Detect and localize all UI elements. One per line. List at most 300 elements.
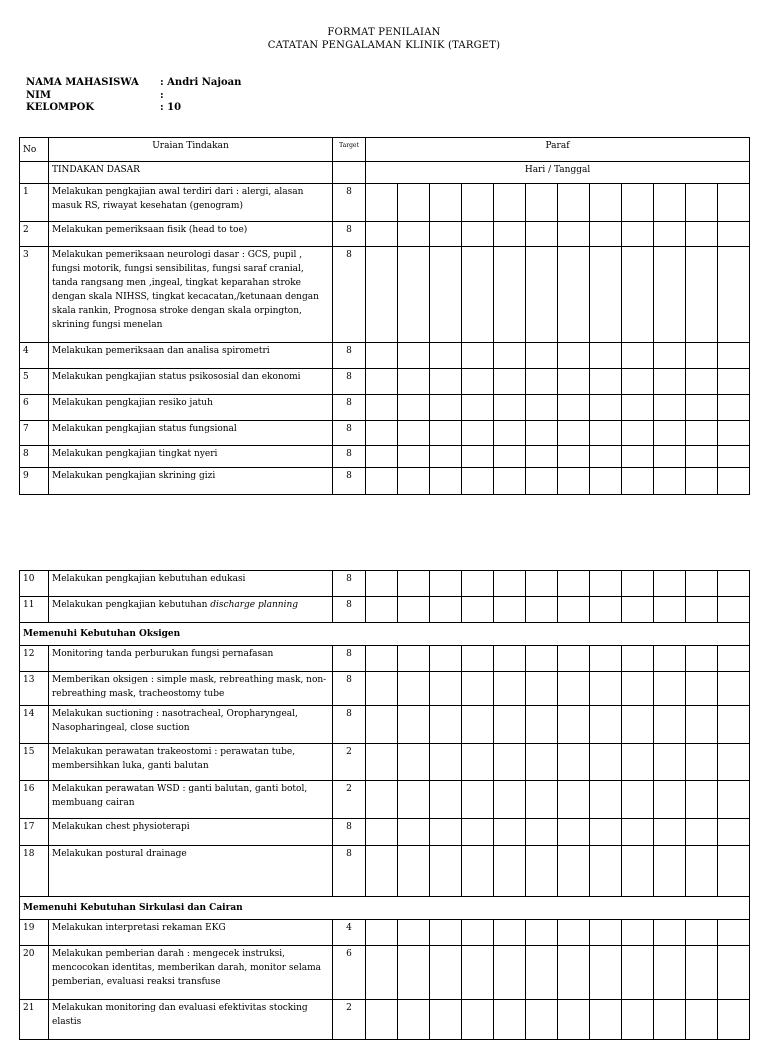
paraf-cell[interactable] bbox=[590, 781, 622, 819]
paraf-cell[interactable] bbox=[686, 571, 718, 597]
paraf-cell[interactable] bbox=[366, 781, 398, 819]
paraf-cell[interactable] bbox=[686, 343, 718, 369]
paraf-cell[interactable] bbox=[558, 946, 590, 1000]
paraf-cell[interactable] bbox=[398, 946, 430, 1000]
paraf-cell[interactable] bbox=[494, 468, 526, 495]
student-name-value: : Andri Najoan bbox=[160, 77, 242, 88]
paraf-cell[interactable] bbox=[590, 468, 622, 495]
paraf-cell[interactable] bbox=[622, 597, 654, 623]
paraf-cell[interactable] bbox=[558, 744, 590, 781]
row-number: 7 bbox=[20, 421, 49, 446]
row-target: 8 bbox=[333, 343, 366, 369]
row-description bbox=[49, 920, 333, 946]
paraf-cell[interactable] bbox=[622, 744, 654, 781]
paraf-cell[interactable] bbox=[366, 222, 398, 247]
paraf-cell[interactable] bbox=[398, 446, 430, 468]
paraf-cell[interactable] bbox=[558, 571, 590, 597]
paraf-cell[interactable] bbox=[398, 1000, 430, 1040]
row-number: 14 bbox=[20, 706, 49, 744]
paraf-cell[interactable] bbox=[366, 744, 398, 781]
paraf-cell[interactable] bbox=[526, 781, 558, 819]
paraf-cell[interactable] bbox=[526, 646, 558, 672]
paraf-cell[interactable] bbox=[462, 781, 494, 819]
paraf-cell[interactable] bbox=[526, 946, 558, 1000]
row-target: 2 bbox=[333, 744, 366, 781]
paraf-cell[interactable] bbox=[430, 744, 462, 781]
paraf-cell[interactable] bbox=[718, 672, 750, 706]
paraf-cell[interactable] bbox=[366, 706, 398, 744]
paraf-cell[interactable] bbox=[526, 920, 558, 946]
paraf-cell[interactable] bbox=[462, 421, 494, 446]
paraf-cell[interactable] bbox=[398, 920, 430, 946]
paraf-cell[interactable] bbox=[622, 571, 654, 597]
paraf-cell[interactable] bbox=[494, 646, 526, 672]
paraf-cell[interactable] bbox=[654, 744, 686, 781]
paraf-cell[interactable] bbox=[366, 597, 398, 623]
paraf-cell[interactable] bbox=[622, 646, 654, 672]
paraf-cell[interactable] bbox=[654, 819, 686, 846]
paraf-cell[interactable] bbox=[654, 468, 686, 495]
paraf-cell[interactable] bbox=[494, 369, 526, 395]
paraf-cell[interactable] bbox=[494, 222, 526, 247]
paraf-cell[interactable] bbox=[654, 672, 686, 706]
paraf-cell[interactable] bbox=[494, 421, 526, 446]
paraf-cell[interactable] bbox=[526, 421, 558, 446]
paraf-cell[interactable] bbox=[622, 222, 654, 247]
paraf-cell[interactable] bbox=[654, 781, 686, 819]
paraf-cell[interactable] bbox=[430, 1000, 462, 1040]
paraf-cell[interactable] bbox=[398, 781, 430, 819]
row-description-text: Melakukan pemeriksaan fisik (head to toe) bbox=[52, 225, 248, 235]
paraf-cell[interactable] bbox=[590, 571, 622, 597]
paraf-cell[interactable] bbox=[398, 597, 430, 623]
paraf-cell[interactable] bbox=[590, 744, 622, 781]
paraf-cell[interactable] bbox=[430, 597, 462, 623]
paraf-cell[interactable] bbox=[622, 421, 654, 446]
paraf-cell[interactable] bbox=[590, 247, 622, 343]
paraf-cell[interactable] bbox=[718, 184, 750, 222]
paraf-cell[interactable] bbox=[366, 646, 398, 672]
paraf-cell[interactable] bbox=[366, 571, 398, 597]
paraf-cell[interactable] bbox=[718, 468, 750, 495]
paraf-cell[interactable] bbox=[526, 369, 558, 395]
paraf-cell[interactable] bbox=[718, 846, 750, 897]
paraf-cell[interactable] bbox=[430, 819, 462, 846]
table-header-row bbox=[20, 138, 750, 162]
paraf-cell[interactable] bbox=[430, 571, 462, 597]
paraf-cell[interactable] bbox=[718, 247, 750, 343]
paraf-cell[interactable] bbox=[558, 369, 590, 395]
paraf-cell[interactable] bbox=[526, 446, 558, 468]
paraf-cell[interactable] bbox=[686, 421, 718, 446]
paraf-cell[interactable] bbox=[718, 343, 750, 369]
document-subtitle: CATATAN PENGALAMAN KLINIK (TARGET) bbox=[267, 40, 501, 51]
paraf-cell[interactable] bbox=[590, 421, 622, 446]
paraf-cell[interactable] bbox=[590, 920, 622, 946]
row-description bbox=[49, 1000, 333, 1040]
paraf-cell[interactable] bbox=[622, 846, 654, 897]
table-row bbox=[20, 222, 750, 247]
paraf-cell[interactable] bbox=[526, 184, 558, 222]
paraf-cell[interactable] bbox=[654, 184, 686, 222]
paraf-cell[interactable] bbox=[494, 744, 526, 781]
paraf-cell[interactable] bbox=[622, 395, 654, 421]
paraf-cell[interactable] bbox=[526, 744, 558, 781]
paraf-cell[interactable] bbox=[718, 946, 750, 1000]
paraf-cell[interactable] bbox=[558, 343, 590, 369]
paraf-cell[interactable] bbox=[526, 706, 558, 744]
paraf-cell[interactable] bbox=[462, 395, 494, 421]
paraf-cell[interactable] bbox=[366, 819, 398, 846]
paraf-cell[interactable] bbox=[686, 446, 718, 468]
paraf-cell[interactable] bbox=[398, 421, 430, 446]
paraf-cell[interactable] bbox=[558, 222, 590, 247]
paraf-cell[interactable] bbox=[590, 222, 622, 247]
paraf-cell[interactable] bbox=[686, 781, 718, 819]
paraf-cell[interactable] bbox=[462, 706, 494, 744]
paraf-cell[interactable] bbox=[398, 744, 430, 781]
paraf-cell[interactable] bbox=[430, 846, 462, 897]
paraf-cell[interactable] bbox=[686, 946, 718, 1000]
hari-tanggal-label: Hari / Tanggal bbox=[366, 162, 750, 184]
paraf-cell[interactable] bbox=[718, 369, 750, 395]
paraf-cell[interactable] bbox=[558, 395, 590, 421]
table-row bbox=[20, 571, 750, 597]
paraf-cell[interactable] bbox=[718, 1000, 750, 1040]
paraf-cell[interactable] bbox=[526, 222, 558, 247]
row-description bbox=[49, 446, 333, 468]
paraf-cell[interactable] bbox=[430, 468, 462, 495]
paraf-cell[interactable] bbox=[654, 247, 686, 343]
paraf-cell[interactable] bbox=[462, 597, 494, 623]
paraf-cell[interactable] bbox=[462, 744, 494, 781]
paraf-cell[interactable] bbox=[558, 597, 590, 623]
paraf-cell[interactable] bbox=[494, 597, 526, 623]
paraf-cell[interactable] bbox=[494, 706, 526, 744]
row-target: 8 bbox=[333, 706, 366, 744]
paraf-cell[interactable] bbox=[398, 646, 430, 672]
student-group-label: KELOMPOK bbox=[26, 102, 95, 113]
paraf-cell[interactable] bbox=[398, 846, 430, 897]
paraf-cell[interactable] bbox=[558, 672, 590, 706]
row-description bbox=[49, 184, 333, 222]
paraf-cell[interactable] bbox=[398, 706, 430, 744]
paraf-cell[interactable] bbox=[462, 846, 494, 897]
paraf-cell[interactable] bbox=[686, 247, 718, 343]
paraf-cell[interactable] bbox=[622, 781, 654, 819]
paraf-cell[interactable] bbox=[558, 247, 590, 343]
paraf-cell[interactable] bbox=[686, 222, 718, 247]
row-description bbox=[49, 421, 333, 446]
paraf-cell[interactable] bbox=[366, 421, 398, 446]
row-description-text: Melakukan perawatan trakeostomi : perawatan tube, membersihkan luka, ganti balutan bbox=[52, 747, 296, 771]
paraf-cell[interactable] bbox=[526, 597, 558, 623]
paraf-cell[interactable] bbox=[686, 184, 718, 222]
paraf-cell[interactable] bbox=[430, 706, 462, 744]
table-row bbox=[20, 781, 750, 819]
row-number: 9 bbox=[20, 468, 49, 495]
paraf-cell[interactable] bbox=[686, 672, 718, 706]
paraf-cell[interactable] bbox=[686, 846, 718, 897]
paraf-cell[interactable] bbox=[366, 672, 398, 706]
paraf-cell[interactable] bbox=[462, 222, 494, 247]
paraf-cell[interactable] bbox=[494, 846, 526, 897]
paraf-cell[interactable] bbox=[558, 706, 590, 744]
paraf-cell[interactable] bbox=[430, 247, 462, 343]
paraf-cell[interactable] bbox=[430, 446, 462, 468]
paraf-cell[interactable] bbox=[430, 222, 462, 247]
paraf-cell[interactable] bbox=[366, 1000, 398, 1040]
paraf-cell[interactable] bbox=[430, 672, 462, 706]
paraf-cell[interactable] bbox=[590, 1000, 622, 1040]
paraf-cell[interactable] bbox=[494, 819, 526, 846]
paraf-cell[interactable] bbox=[462, 571, 494, 597]
paraf-cell[interactable] bbox=[654, 597, 686, 623]
paraf-cell[interactable] bbox=[430, 369, 462, 395]
paraf-cell[interactable] bbox=[686, 395, 718, 421]
paraf-cell[interactable] bbox=[430, 184, 462, 222]
paraf-cell[interactable] bbox=[558, 920, 590, 946]
paraf-cell[interactable] bbox=[622, 369, 654, 395]
paraf-cell[interactable] bbox=[494, 395, 526, 421]
paraf-cell[interactable] bbox=[494, 343, 526, 369]
row-description bbox=[49, 395, 333, 421]
paraf-cell[interactable] bbox=[622, 1000, 654, 1040]
paraf-cell[interactable] bbox=[526, 846, 558, 897]
paraf-cell[interactable] bbox=[430, 920, 462, 946]
paraf-cell[interactable] bbox=[590, 819, 622, 846]
paraf-cell[interactable] bbox=[462, 468, 494, 495]
row-target: 8 bbox=[333, 468, 366, 495]
paraf-cell[interactable] bbox=[654, 421, 686, 446]
student-group-row bbox=[26, 102, 241, 115]
paraf-cell[interactable] bbox=[718, 395, 750, 421]
paraf-cell[interactable] bbox=[590, 369, 622, 395]
row-number: 21 bbox=[20, 1000, 49, 1040]
paraf-cell[interactable] bbox=[654, 571, 686, 597]
paraf-cell[interactable] bbox=[590, 672, 622, 706]
paraf-cell[interactable] bbox=[366, 369, 398, 395]
paraf-cell[interactable] bbox=[462, 343, 494, 369]
paraf-cell[interactable] bbox=[718, 744, 750, 781]
paraf-cell[interactable] bbox=[462, 1000, 494, 1040]
paraf-cell[interactable] bbox=[654, 446, 686, 468]
paraf-cell[interactable] bbox=[398, 184, 430, 222]
paraf-cell[interactable] bbox=[558, 846, 590, 897]
paraf-cell[interactable] bbox=[590, 446, 622, 468]
paraf-cell[interactable] bbox=[526, 395, 558, 421]
row-target: 2 bbox=[333, 1000, 366, 1040]
paraf-cell[interactable] bbox=[366, 846, 398, 897]
paraf-cell[interactable] bbox=[558, 184, 590, 222]
row-number: 2 bbox=[20, 222, 49, 247]
paraf-cell[interactable] bbox=[686, 706, 718, 744]
paraf-cell[interactable] bbox=[398, 819, 430, 846]
column-header-paraf: Paraf bbox=[366, 138, 750, 162]
paraf-cell[interactable] bbox=[494, 247, 526, 343]
paraf-cell[interactable] bbox=[526, 247, 558, 343]
paraf-cell[interactable] bbox=[366, 468, 398, 495]
paraf-cell[interactable] bbox=[622, 446, 654, 468]
paraf-cell[interactable] bbox=[366, 247, 398, 343]
paraf-cell[interactable] bbox=[430, 343, 462, 369]
paraf-cell[interactable] bbox=[590, 395, 622, 421]
paraf-cell[interactable] bbox=[622, 819, 654, 846]
paraf-cell[interactable] bbox=[654, 369, 686, 395]
paraf-cell[interactable] bbox=[622, 946, 654, 1000]
paraf-cell[interactable] bbox=[590, 646, 622, 672]
row-description-text: Melakukan suctioning : nasotracheal, Oropharyngeal, Nasopharingeal, close suction bbox=[52, 709, 298, 733]
paraf-cell[interactable] bbox=[718, 706, 750, 744]
paraf-cell[interactable] bbox=[558, 646, 590, 672]
paraf-cell[interactable] bbox=[654, 395, 686, 421]
paraf-cell[interactable] bbox=[718, 446, 750, 468]
paraf-cell[interactable] bbox=[718, 819, 750, 846]
paraf-cell[interactable] bbox=[622, 706, 654, 744]
paraf-cell[interactable] bbox=[398, 247, 430, 343]
paraf-cell[interactable] bbox=[462, 819, 494, 846]
paraf-cell[interactable] bbox=[398, 222, 430, 247]
paraf-cell[interactable] bbox=[494, 946, 526, 1000]
row-description-text: Melakukan pengkajian skrining gizi bbox=[52, 471, 216, 481]
paraf-cell[interactable] bbox=[590, 846, 622, 897]
paraf-cell[interactable] bbox=[686, 646, 718, 672]
paraf-cell[interactable] bbox=[462, 946, 494, 1000]
paraf-cell[interactable] bbox=[622, 247, 654, 343]
paraf-cell[interactable] bbox=[494, 446, 526, 468]
paraf-cell[interactable] bbox=[398, 369, 430, 395]
paraf-cell[interactable] bbox=[622, 468, 654, 495]
table-row bbox=[20, 343, 750, 369]
paraf-cell[interactable] bbox=[718, 781, 750, 819]
paraf-cell[interactable] bbox=[366, 184, 398, 222]
paraf-cell[interactable] bbox=[462, 672, 494, 706]
row-target: 8 bbox=[333, 597, 366, 623]
paraf-cell[interactable] bbox=[462, 646, 494, 672]
paraf-cell[interactable] bbox=[686, 920, 718, 946]
paraf-cell[interactable] bbox=[526, 468, 558, 495]
paraf-cell[interactable] bbox=[718, 571, 750, 597]
paraf-cell[interactable] bbox=[718, 222, 750, 247]
table-row bbox=[20, 744, 750, 781]
paraf-cell[interactable] bbox=[398, 571, 430, 597]
row-description bbox=[49, 672, 333, 706]
paraf-cell[interactable] bbox=[654, 946, 686, 1000]
paraf-cell[interactable] bbox=[686, 819, 718, 846]
paraf-cell[interactable] bbox=[430, 395, 462, 421]
paraf-cell[interactable] bbox=[526, 343, 558, 369]
paraf-cell[interactable] bbox=[558, 1000, 590, 1040]
row-description-text: Melakukan pengkajian kebutuhan edukasi bbox=[52, 574, 246, 584]
paraf-cell[interactable] bbox=[430, 646, 462, 672]
paraf-cell[interactable] bbox=[686, 1000, 718, 1040]
paraf-cell[interactable] bbox=[462, 920, 494, 946]
paraf-cell[interactable] bbox=[398, 672, 430, 706]
table-row bbox=[20, 247, 750, 343]
paraf-cell[interactable] bbox=[558, 819, 590, 846]
paraf-cell[interactable] bbox=[718, 597, 750, 623]
paraf-cell[interactable] bbox=[590, 343, 622, 369]
paraf-cell[interactable] bbox=[462, 369, 494, 395]
paraf-cell[interactable] bbox=[590, 597, 622, 623]
paraf-cell[interactable] bbox=[654, 920, 686, 946]
paraf-cell[interactable] bbox=[686, 744, 718, 781]
paraf-cell[interactable] bbox=[494, 1000, 526, 1040]
paraf-cell[interactable] bbox=[494, 920, 526, 946]
student-nim-row bbox=[26, 90, 241, 103]
row-number: 8 bbox=[20, 446, 49, 468]
paraf-cell[interactable] bbox=[654, 1000, 686, 1040]
paraf-cell[interactable] bbox=[718, 421, 750, 446]
paraf-cell[interactable] bbox=[558, 468, 590, 495]
paraf-cell[interactable] bbox=[462, 184, 494, 222]
paraf-cell[interactable] bbox=[494, 781, 526, 819]
paraf-cell[interactable] bbox=[526, 571, 558, 597]
paraf-cell[interactable] bbox=[686, 369, 718, 395]
table-row bbox=[20, 920, 750, 946]
paraf-cell[interactable] bbox=[430, 421, 462, 446]
paraf-cell[interactable] bbox=[398, 468, 430, 495]
paraf-cell[interactable] bbox=[398, 343, 430, 369]
paraf-cell[interactable] bbox=[654, 646, 686, 672]
row-description-text: Melakukan pengkajian kebutuhan bbox=[52, 600, 208, 610]
paraf-cell[interactable] bbox=[622, 184, 654, 222]
paraf-cell[interactable] bbox=[494, 184, 526, 222]
paraf-cell[interactable] bbox=[366, 395, 398, 421]
paraf-cell[interactable] bbox=[558, 421, 590, 446]
paraf-cell[interactable] bbox=[462, 446, 494, 468]
row-description-text: Melakukan chest physioterapi bbox=[52, 822, 190, 832]
paraf-cell[interactable] bbox=[654, 706, 686, 744]
paraf-cell[interactable] bbox=[462, 247, 494, 343]
paraf-cell[interactable] bbox=[686, 468, 718, 495]
paraf-cell[interactable] bbox=[366, 343, 398, 369]
paraf-cell[interactable] bbox=[526, 1000, 558, 1040]
paraf-cell[interactable] bbox=[654, 222, 686, 247]
paraf-cell[interactable] bbox=[622, 920, 654, 946]
empty-cell bbox=[333, 162, 366, 184]
paraf-cell[interactable] bbox=[654, 343, 686, 369]
paraf-cell[interactable] bbox=[430, 946, 462, 1000]
paraf-cell[interactable] bbox=[590, 946, 622, 1000]
paraf-cell[interactable] bbox=[494, 571, 526, 597]
row-description bbox=[49, 819, 333, 846]
row-number: 4 bbox=[20, 343, 49, 369]
paraf-cell[interactable] bbox=[526, 672, 558, 706]
paraf-cell[interactable] bbox=[622, 672, 654, 706]
paraf-cell[interactable] bbox=[366, 946, 398, 1000]
paraf-cell[interactable] bbox=[430, 781, 462, 819]
paraf-cell[interactable] bbox=[622, 343, 654, 369]
assessment-table-part-2 bbox=[19, 570, 750, 1040]
paraf-cell[interactable] bbox=[590, 706, 622, 744]
paraf-cell[interactable] bbox=[718, 920, 750, 946]
paraf-cell[interactable] bbox=[558, 781, 590, 819]
paraf-cell[interactable] bbox=[686, 597, 718, 623]
row-number: 11 bbox=[20, 597, 49, 623]
paraf-cell[interactable] bbox=[526, 819, 558, 846]
row-number: 5 bbox=[20, 369, 49, 395]
row-number: 18 bbox=[20, 846, 49, 897]
paraf-cell[interactable] bbox=[718, 646, 750, 672]
paraf-cell[interactable] bbox=[558, 446, 590, 468]
paraf-cell[interactable] bbox=[366, 446, 398, 468]
paraf-cell[interactable] bbox=[590, 184, 622, 222]
paraf-cell[interactable] bbox=[398, 395, 430, 421]
paraf-cell[interactable] bbox=[654, 846, 686, 897]
paraf-cell[interactable] bbox=[366, 920, 398, 946]
paraf-cell[interactable] bbox=[494, 672, 526, 706]
